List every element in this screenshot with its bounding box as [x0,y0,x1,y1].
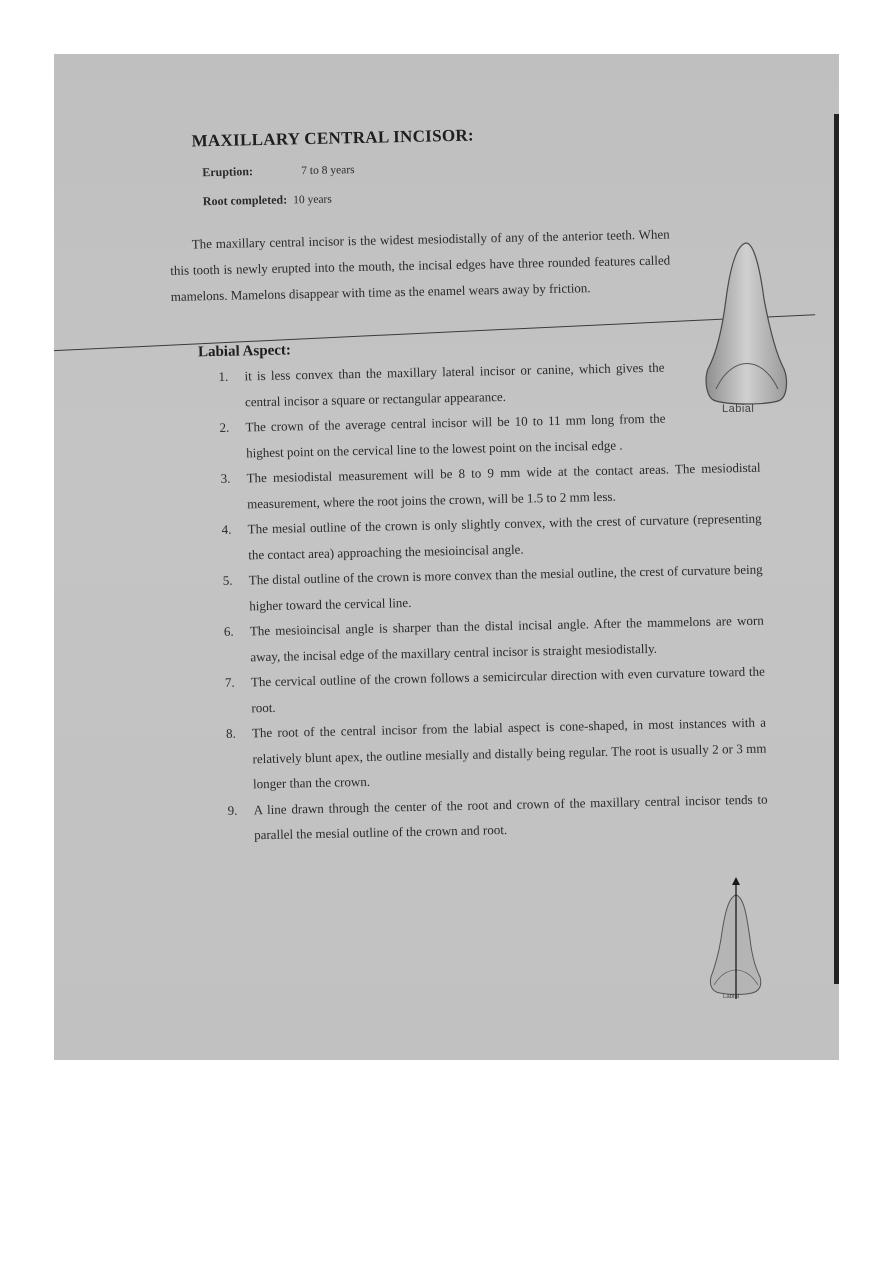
list-item: 5. The distal outline of the crown is more convex than the mesial outline, the crest of curvature being higher toward the cervical line. [222,561,763,613]
list-item: 3. The mesiodistal measurement will be 8 to 9 mm wide at the contact areas. The mesiodistal measurement, where the root joins the crown, will be 1.5 to 2 mm less. [220,459,761,511]
eruption-row [202,162,355,180]
root-completed-label: Root completed: [202,192,288,209]
list-item: 8. The root of the central incisor from the labial aspect is cone-shaped, in most instances with a relatively blunt apex, the outline mesially and distally being regular. The root is usually 2 or 3 mm longer than the crown. [225,714,767,792]
list-item: 7. The cervical outline of the crown follows a semicircular direction with even curvature toward the root. [224,663,765,715]
list-item: 1. it is less convex than the maxillary lateral incisor or canine, which gives the central incisor a square or rectangular appearance. [218,359,665,409]
tooth-axis-illustration [706,877,766,1002]
eruption-value: 7 to 8 years [301,164,355,178]
figure-caption: Labial [722,403,755,415]
list-item: 4. The mesial outline of the crown is only slightly convex, with the crest of curvature (representing the contact area) approaching the mesioincisal angle. [221,510,762,562]
root-completed-row [203,192,332,210]
page-title: MAXILLARY CENTRAL INCISOR: [191,125,475,151]
figure-caption: Labial [723,994,740,1000]
eruption-label: Eruption: [202,164,254,180]
section-title: Labial Aspect: [197,342,292,361]
scanned-page [54,54,839,1060]
list-item: 9. A line drawn through the center of the root and crown of the maxillary central incisor tends to parallel the mesial outline of the crown and root. [227,791,768,843]
root-completed-value: 10 years [293,193,332,207]
list-item: 2. The crown of the average central incisor will be 10 to 11 mm long from the highest point on the cervical line to the lowest point on the incisal edge . [219,410,666,460]
list-item: 6. The mesioincisal angle is sharper than the distal incisal angle. After the mammelons are worn away, the incisal edge of the maxillary central incisor is straight mesiodistally. [223,612,764,664]
labial-aspect-list [218,353,768,849]
intro-paragraph: The maxillary central incisor is the widest mesiodistally of any of the anterior teeth. When this tooth is newly erupted into the mouth, the incisal edges have three rounded features called mamelons. Mamelons disappear with time as the enamel wears away by friction. [170,226,671,304]
tooth-labial-illustration [702,239,792,414]
